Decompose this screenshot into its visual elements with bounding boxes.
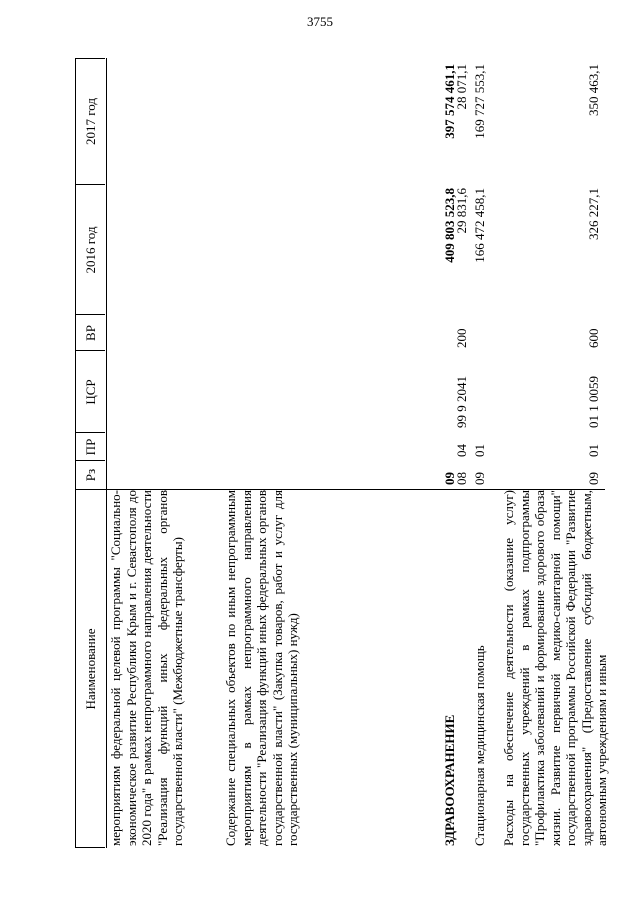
row-2016: 166 472 458,1 [472, 188, 487, 263]
header-rz: Рз [83, 468, 98, 482]
row-csr: 01 1 0059 [586, 376, 601, 428]
column-divider [75, 847, 105, 848]
row-rz: 09 [442, 472, 457, 485]
row-2017: 28 071,1 [454, 64, 469, 110]
row-name: Содержание специальных объектов по иным непрограммным мероприятиям в рамках непрограммного направления деятельности "Реализация функций иных федеральных органов государственной власти" (Закупка товаров, работ и услуг для государственных (муниципальных) нужд) [223, 490, 300, 846]
row-pr: 04 [454, 444, 469, 457]
row-name: ЗДРАВООХРАНЕНИЕ [442, 714, 457, 846]
row-rz: 08 [454, 472, 469, 485]
budget-table [75, 58, 609, 848]
row-rz: 09 [586, 472, 601, 485]
column-divider [75, 460, 105, 461]
table-header [75, 58, 107, 848]
row-name: Расходы на обеспечение деятельности (оказание услуг) государственных учреждений в рамках подпрограммы "Профилактика заболеваний и формирование здорового образа жизни. Развитие первичной медико-санитарной помощи" государственной программы Российской Федерации "Развитие здравоохранения" (Предоставление субсидий бюджетным, автономным учреждениям и иным [501, 490, 609, 846]
row-vr: 600 [586, 328, 601, 348]
row-rz: 09 [472, 472, 487, 485]
header-pr: ПР [83, 438, 98, 456]
row-vr: 200 [454, 328, 469, 348]
row-2016: 29 831,6 [454, 188, 469, 234]
row-name: мероприятиям федеральной целевой программы "Социально-экономическое развитие Республики Крым и г. Севастополя до 2020 года" в рамках непрограммного направления деятельности "Реализация функций иных федеральных органов государственной власти" (Межбюджетные трансферты) [108, 490, 185, 846]
row-2017: 350 463,1 [586, 64, 601, 116]
header-vr: ВР [83, 325, 98, 341]
row-2017: 397 574 461,1 [442, 64, 457, 139]
header-2017: 2017 год [83, 98, 98, 145]
row-2017: 169 727 553,1 [472, 64, 487, 139]
row-csr: 99 9 2041 [454, 376, 469, 428]
row-2016: 409 803 523,8 [442, 188, 457, 263]
column-divider [75, 314, 105, 315]
row-2016: 326 227,1 [586, 188, 601, 240]
column-divider [75, 432, 105, 433]
column-divider [75, 58, 105, 59]
column-divider [75, 350, 105, 351]
header-name: Наименование [83, 628, 98, 710]
row-pr: 01 [586, 444, 601, 457]
header-csr: ЦСР [83, 379, 98, 405]
row-name: Стационарная медицинская помощь [472, 645, 487, 846]
row-pr: 01 [472, 444, 487, 457]
header-2016: 2016 год [83, 226, 98, 274]
page-number: 3755 [307, 14, 333, 29]
column-divider [75, 184, 105, 185]
